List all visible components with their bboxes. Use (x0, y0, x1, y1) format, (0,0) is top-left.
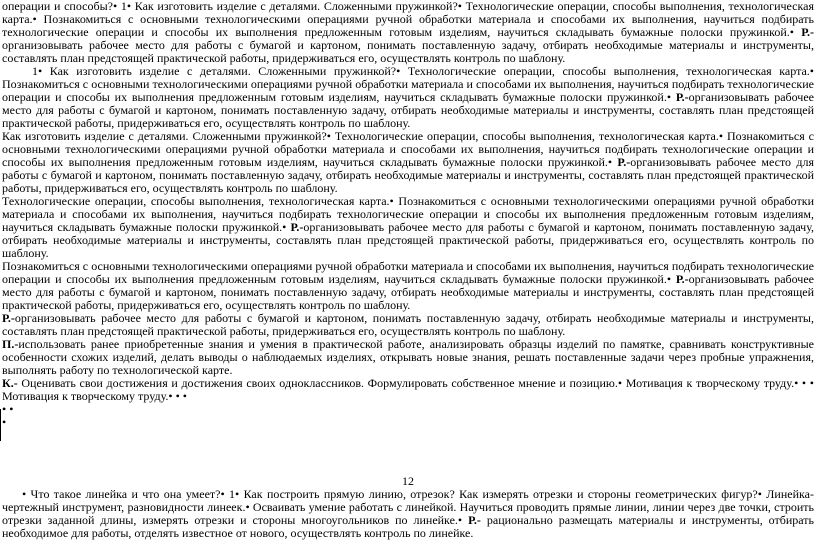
bullet-line-2: • (2, 415, 7, 429)
paragraph-4 (2, 195, 814, 260)
paragraph-3 (2, 130, 814, 195)
paragraph-5-rest: организовывать рабочее место для работы с бумагой и картоном, понимать поставленную задачу, отбирать необходимые материалы и инструменты, составлять план предстоящей практической работы, придерживаться его, осуществлять контроль по шаблону. (2, 272, 814, 312)
paragraph-1-label: Р.- (801, 25, 815, 39)
paragraph-3-label: Р.- (617, 155, 631, 169)
paragraph-2 (2, 65, 814, 130)
paragraph-3-text: Как изготовить изделие с деталями. Сложенными пружинкой?• Технологические операции, способы выполнения, технологическая карта.• Познакомиться с основными технологическими операциями ручной обработки материала и способами их выполнения, научиться подбирать технологические операции и способы их выполнения предложенным готовым изделиям, научиться складывать бумажные полоски пружинкой.• (2, 129, 814, 169)
paragraph-9 (2, 488, 814, 540)
margin-line (0, 409, 1, 441)
paragraph-4-text: Технологические операции, способы выполнения, технологическая карта.• Познакомиться с основными технологическими операциями ручной обработки материала и способами их выполнения, научиться подбирать технологические операции и способы их выполнения предложенным готовым изделиям, научиться складывать бумажные полоски пружинкой.• (2, 194, 814, 234)
bullet-line-1: • • (2, 402, 14, 416)
paragraph-5 (2, 260, 814, 312)
paragraph-4-label: Р.- (290, 220, 304, 234)
paragraph-1-rest: организовывать рабочее место для работы с бумагой и картоном, понимать поставленную задачу, отбирать необходимые материалы и инструменты, составлять план предстоящей практической работы, придерживаться его, осуществлять контроль по шаблону. (2, 38, 814, 65)
paragraph-9-rest: рационально размещать материалы и инструменты, отбирать необходимое для работы, отделять известное от нового, осуществлять контроль по линейке. (2, 513, 815, 540)
paragraph-3-rest: организовывать рабочее место для работы с бумагой и картоном, понимать поставленную задачу, отбирать необходимые материалы и инструменты, составлять план предстоящей практической работы, придерживаться его, осуществлять контроль по шаблону. (2, 155, 814, 195)
paragraph-5-text: Познакомиться с основными технологическими операциями ручной обработки материала и способами их выполнения, научиться подбирать технологические операции и способы их выполнения предложенным готовым изделиям, научиться складывать бумажные полоски пружинкой.• (2, 259, 814, 286)
paragraph-9-text: • Что такое линейка и что она умеет?• 1• Как построить прямую линию, отрезок? Как измерять отрезки и стороны геометрических фигур?• Линейка- чертежный инструмент, разновидности линеек.• Осваивать умение работать с линейкой. Научиться проводить прямые линии, линии через две точки, строить отрезки заданной длины, измерять отрезки и стороны многоугольников по линейке.• (2, 487, 814, 527)
paragraph-8 (2, 377, 814, 403)
paragraph-2-label: Р.- (675, 90, 689, 104)
paragraph-6 (2, 312, 814, 338)
paragraph-5-label: Р.- (675, 272, 689, 286)
paragraph-8-label: К.- (2, 376, 18, 390)
paragraph-1 (2, 0, 814, 65)
paragraph-8-rest: Оценивать свои достижения и достижения своих одноклассников. Формулировать собственное мнение и позицию.• Мотивация к творческому труду.• • • Мотивация к творческому труду.• • • (2, 376, 814, 403)
paragraph-9-label: Р.- (468, 513, 481, 527)
paragraph-4-rest: организовывать рабочее место для работы с бумагой и картоном, понимать поставленную задачу, отбирать необходимые материалы и инструменты, составлять план предстоящей практической работы, придерживаться его, осуществлять контроль по шаблону. (2, 220, 815, 260)
page-number: 12 (402, 474, 414, 488)
paragraph-1-text: операции и способы?• 1• Как изготовить изделие с деталями. Сложенными пружинкой?• Технологические операции, способы выполнения, технологическая карта.• Познакомиться с основными технологическими операциями ручной обработки материала и способами их выполнения, научиться подбирать технологические операции и способы их выполнения предложенным готовым изделиям, научиться складывать бумажные полоски пружинкой.• (2, 0, 814, 39)
paragraph-7-rest: использовать ранее приобретенные знания и умения в практической работе, анализировать образцы изделий по памятке, сравнивать конструктивные особенности схожих изделий, делать выводы о наблюдаемых изделиях, открывать новые знания, решать поставленные задачи через пробные упражнения, выполнять работу по технологической карте. (2, 337, 814, 377)
paragraph-6-rest: организовывать рабочее место для работы с бумагой и картоном, понимать поставленную задачу, отбирать необходимые материалы и инструменты, составлять план предстоящей практической работы, придерживаться его, осуществлять контроль по шаблону. (2, 311, 814, 338)
paragraph-7-label: П.- (2, 337, 19, 351)
paragraph-2-text: 1• Как изготовить изделие с деталями. Сложенными пружинкой?• Технологические операции, способы выполнения, технологическая карта.• Познакомиться с основными технологическими операциями ручной обработки материала и способами их выполнения, научиться подбирать технологические операции и способы их выполнения предложенным готовым изделиям, научиться складывать бумажные полоски пружинкой.• (2, 64, 814, 104)
paragraph-6-label: Р.- (2, 311, 15, 325)
paragraph-7 (2, 338, 814, 377)
paragraph-2-rest: организовывать рабочее место для работы с бумагой и картоном, понимать поставленную задачу, отбирать необходимые материалы и инструменты, составлять план предстоящей практической работы, придерживаться его, осуществлять контроль по шаблону. (2, 90, 814, 130)
